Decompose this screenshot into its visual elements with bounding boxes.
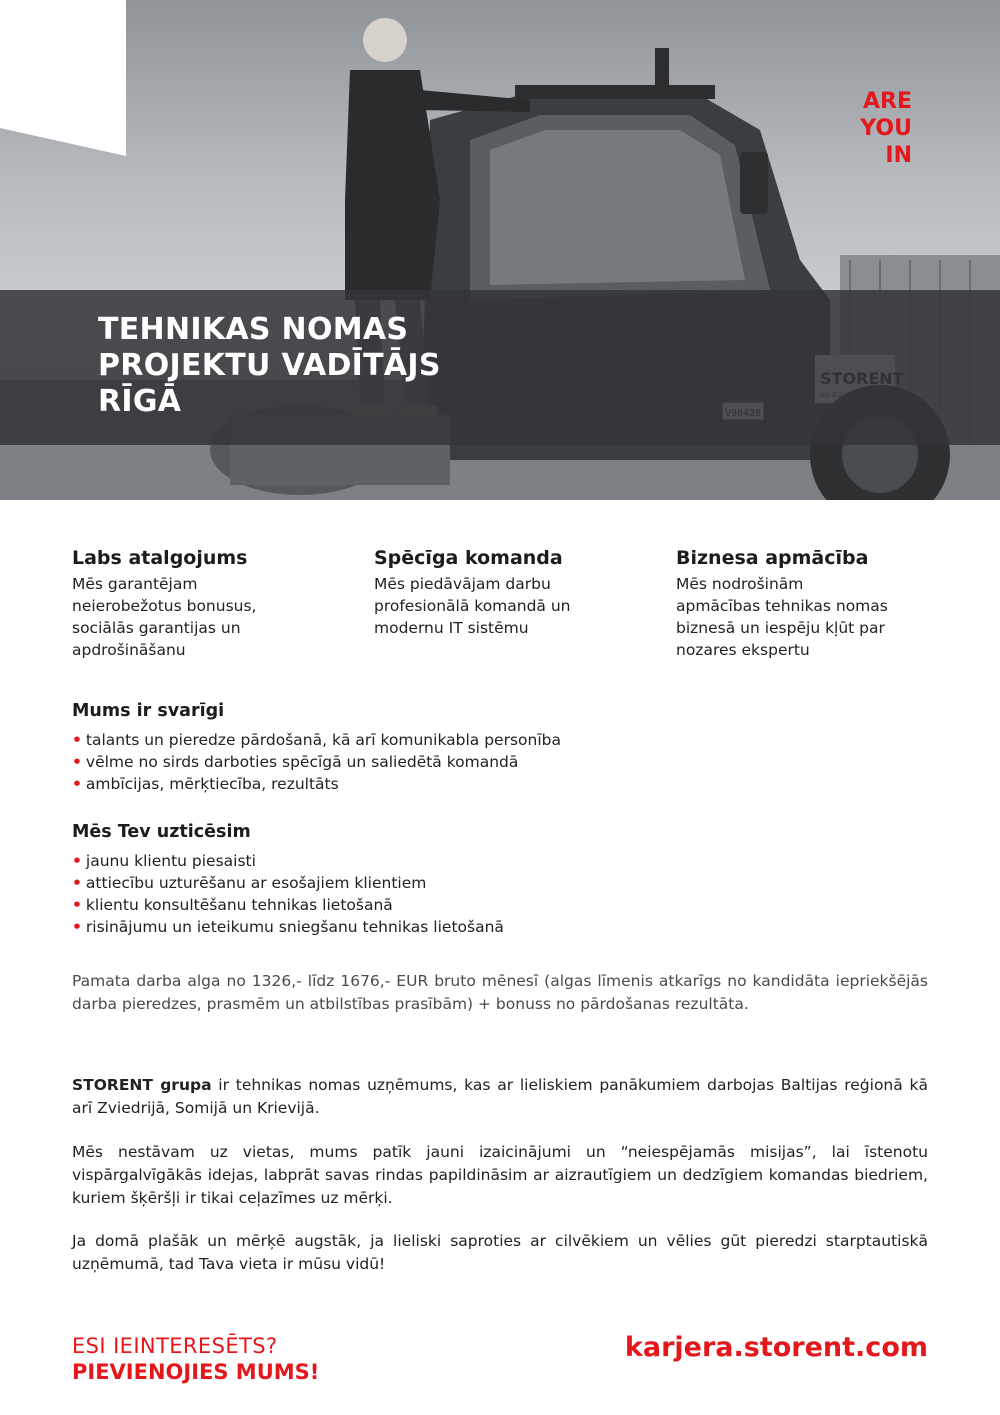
company-name: STORENT grupa xyxy=(72,1076,212,1094)
hero-photo xyxy=(0,0,1000,500)
are-you-in-badge xyxy=(0,0,126,156)
section-heading: Mēs Tev uzticēsim xyxy=(72,822,251,842)
badge-text xyxy=(817,88,912,169)
list-item: • klientu konsultēšanu tehnikas lietošanā xyxy=(72,896,393,914)
trust-section xyxy=(72,820,504,938)
list-item: • risinājumu un ieteikumu sniegšanu tehnikas lietošanā xyxy=(72,918,504,936)
benefit-title: Biznesa apmācība xyxy=(676,547,869,569)
company-text: ir tehnikas nomas uzņēmums, kas ar lieliskiem panākumiem darbojas Baltijas reģionā kā arī Zviedrijā, Somijā un Krievijā. xyxy=(72,1076,928,1117)
benefit-text: Mēs piedāvājam darbu profesionālā komandā un modernu IT sistēmu xyxy=(374,575,571,637)
important-section xyxy=(72,699,561,795)
salary-paragraph: Pamata darba alga no 1326,- līdz 1676,- EUR bruto mēnesī (algas līmenis atkarīgs no kandidāta iepriekšējās darba pieredzes, prasmēm un atbilstības prasībām) + bonuss no pārdošanas rezultāta. xyxy=(72,972,928,1013)
cta-action: PIEVIENOJIES MUMS! xyxy=(72,1360,320,1384)
job-title-line-2: PROJEKTU VADĪTĀJS xyxy=(98,348,441,383)
job-title-line-3: RĪGĀ xyxy=(98,384,182,419)
bullet-icon: • xyxy=(72,753,82,771)
important-list xyxy=(72,729,561,795)
list-item: • ambīcijas, mērķtiecība, rezultāts xyxy=(72,775,339,793)
bullet-icon: • xyxy=(72,918,82,936)
bullet-icon: • xyxy=(72,775,82,793)
trust-list xyxy=(72,850,504,938)
list-item: • attiecību uzturēšanu ar esošajiem klientiem xyxy=(72,874,427,892)
bullet-icon: • xyxy=(72,874,82,892)
benefit-team xyxy=(374,545,654,639)
benefit-salary xyxy=(72,545,352,661)
mission-paragraph: Mēs nestāvam uz vietas, mums patīk jauni izaicinājumi un “neiespējamās misijas”, lai īstenotu vispārgalvīgākās idejas, labprāt savas rindas papildināsim ar aizrautīgiem un dedzīgiem komandas biedriem, kuriem šķēršļi ir tikai ceļazīmes uz mērķi. xyxy=(72,1143,928,1207)
badge-line-1: ARE xyxy=(863,89,912,114)
benefit-title: Labs atalgojums xyxy=(72,547,248,569)
benefit-title: Spēcīga komanda xyxy=(374,547,563,569)
list-item: • talants un pieredze pārdošanā, kā arī komunikabla personība xyxy=(72,731,561,749)
list-item: • vēlme no sirds darboties spēcīgā un saliedētā komandā xyxy=(72,753,519,771)
job-title-line-1: TEHNIKAS NOMAS xyxy=(98,312,409,347)
benefit-text: Mēs garantējam neierobežotus bonusus, sociālās garantijas un apdrošināšanu xyxy=(72,575,257,659)
job-title xyxy=(98,312,698,420)
list-item: • jaunu klientu piesaisti xyxy=(72,852,256,870)
benefit-training xyxy=(676,545,956,661)
benefit-text: Mēs nodrošinām apmācības tehnikas nomas biznesā un iespēju kļūt par nozares ekspertu xyxy=(676,575,888,659)
section-heading: Mums ir svarīgi xyxy=(72,701,225,721)
badge-line-2: YOU xyxy=(860,116,912,141)
badge-line-3: IN xyxy=(885,143,912,168)
cta-question: ESI IEINTERESĒTS? xyxy=(72,1334,278,1358)
invite-paragraph: Ja domā plašāk un mērķē augstāk, ja lieliski saproties ar cilvēkiem un vēlies gūt pieredzi starptautiskā uzņēmumā, tad Tava vieta ir mūsu vidū! xyxy=(72,1232,928,1273)
bullet-icon: • xyxy=(72,731,82,749)
bullet-icon: • xyxy=(72,852,82,870)
company-paragraph xyxy=(72,1074,928,1120)
bullet-icon: • xyxy=(72,896,82,914)
career-website-link[interactable]: karjera.storent.com xyxy=(624,1332,928,1363)
